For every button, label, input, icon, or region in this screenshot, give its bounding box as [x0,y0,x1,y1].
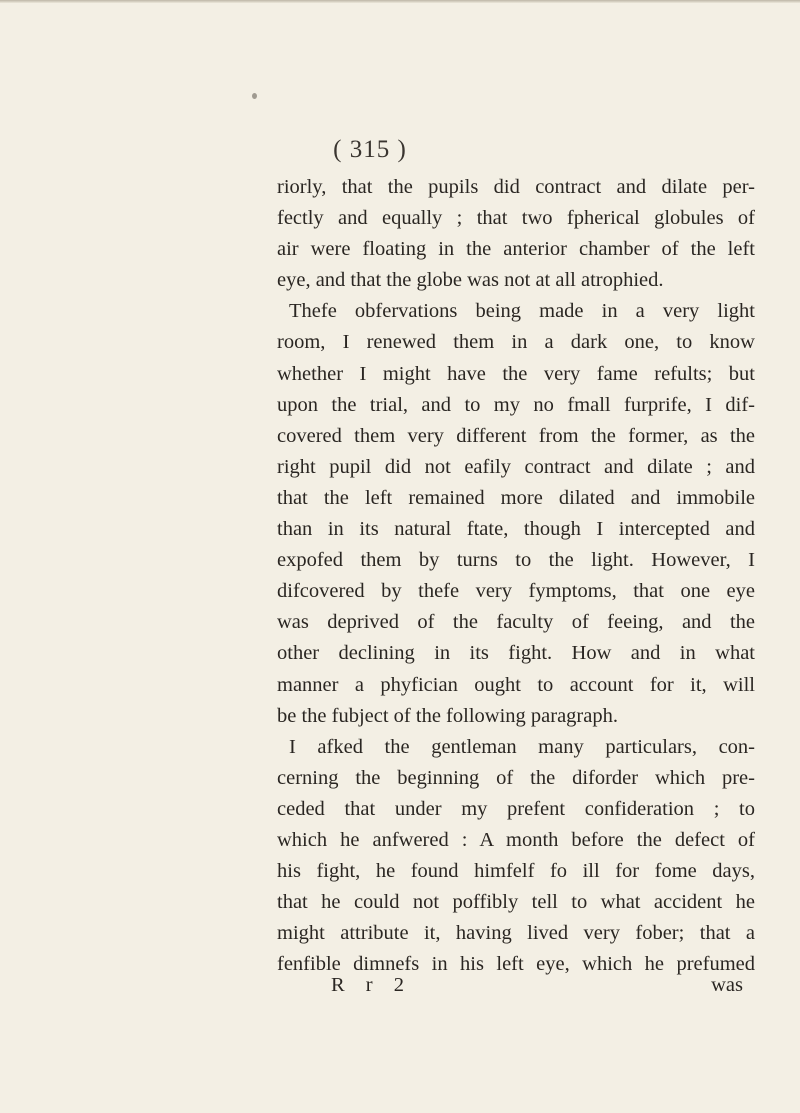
text-line: was deprived of the faculty of feeing, and the [277,611,755,634]
text-line: that the left remained more dilated and immobile [277,486,755,509]
text-line: riorly, that the pupils did contract and dilate per- [277,176,755,198]
text-line: fectly and equally ; that two fpherical globules of [277,207,755,230]
text-line: might attribute it, having lived very fober; that a [277,922,755,945]
ink-speck [252,93,257,99]
page-footer [277,970,755,1001]
text-line: difcovered by thefe very fymptoms, that one eye [277,580,755,603]
text-line: be the fubject of the following paragraph. [277,704,618,727]
text-line: whether I might have the very fame refults; but [277,362,755,385]
text-line: his fight, he found himfelf fo ill for fome days, [277,860,755,883]
top-edge-shadow [0,0,800,3]
text-line: fenfible dimnefs in his left eye, which he prefumed [277,953,755,976]
text-line: that he could not poffibly tell to what accident he [277,891,755,914]
text-line: which he anfwered : A month before the defect of [277,828,755,851]
text-line: manner a phyfician ought to account for it, will [277,673,755,696]
text-line: ceded that under my prefent confideration ; to [277,797,755,820]
text-line: I afked the gentleman many particulars, con- [289,735,755,758]
text-line: eye, and that the globe was not at all atrophied. [277,269,664,292]
text-line: cerning the beginning of the diforder which pre- [277,766,755,789]
text-line: covered them very different from the former, as the [277,424,755,447]
catchword: was [711,974,743,996]
text-line: other declining in its fight. How and in what [277,642,755,665]
text-line: right pupil did not eafily contract and dilate ; and [277,455,755,478]
signature-mark: R r 2 [331,974,412,996]
body-text [277,172,755,980]
text-line: air were floating in the anterior chamber of the left [277,238,755,261]
text-line: Thefe obfervations being made in a very light [289,300,755,323]
page-number: ( 315 ) [333,136,407,163]
text-line: upon the trial, and to my no fmall furprife, I dif- [277,393,755,416]
text-line: room, I renewed them in a dark one, to know [277,331,755,354]
text-line: than in its natural ftate, though I intercepted and [277,518,755,541]
text-line: expofed them by turns to the light. However, I [277,549,755,572]
